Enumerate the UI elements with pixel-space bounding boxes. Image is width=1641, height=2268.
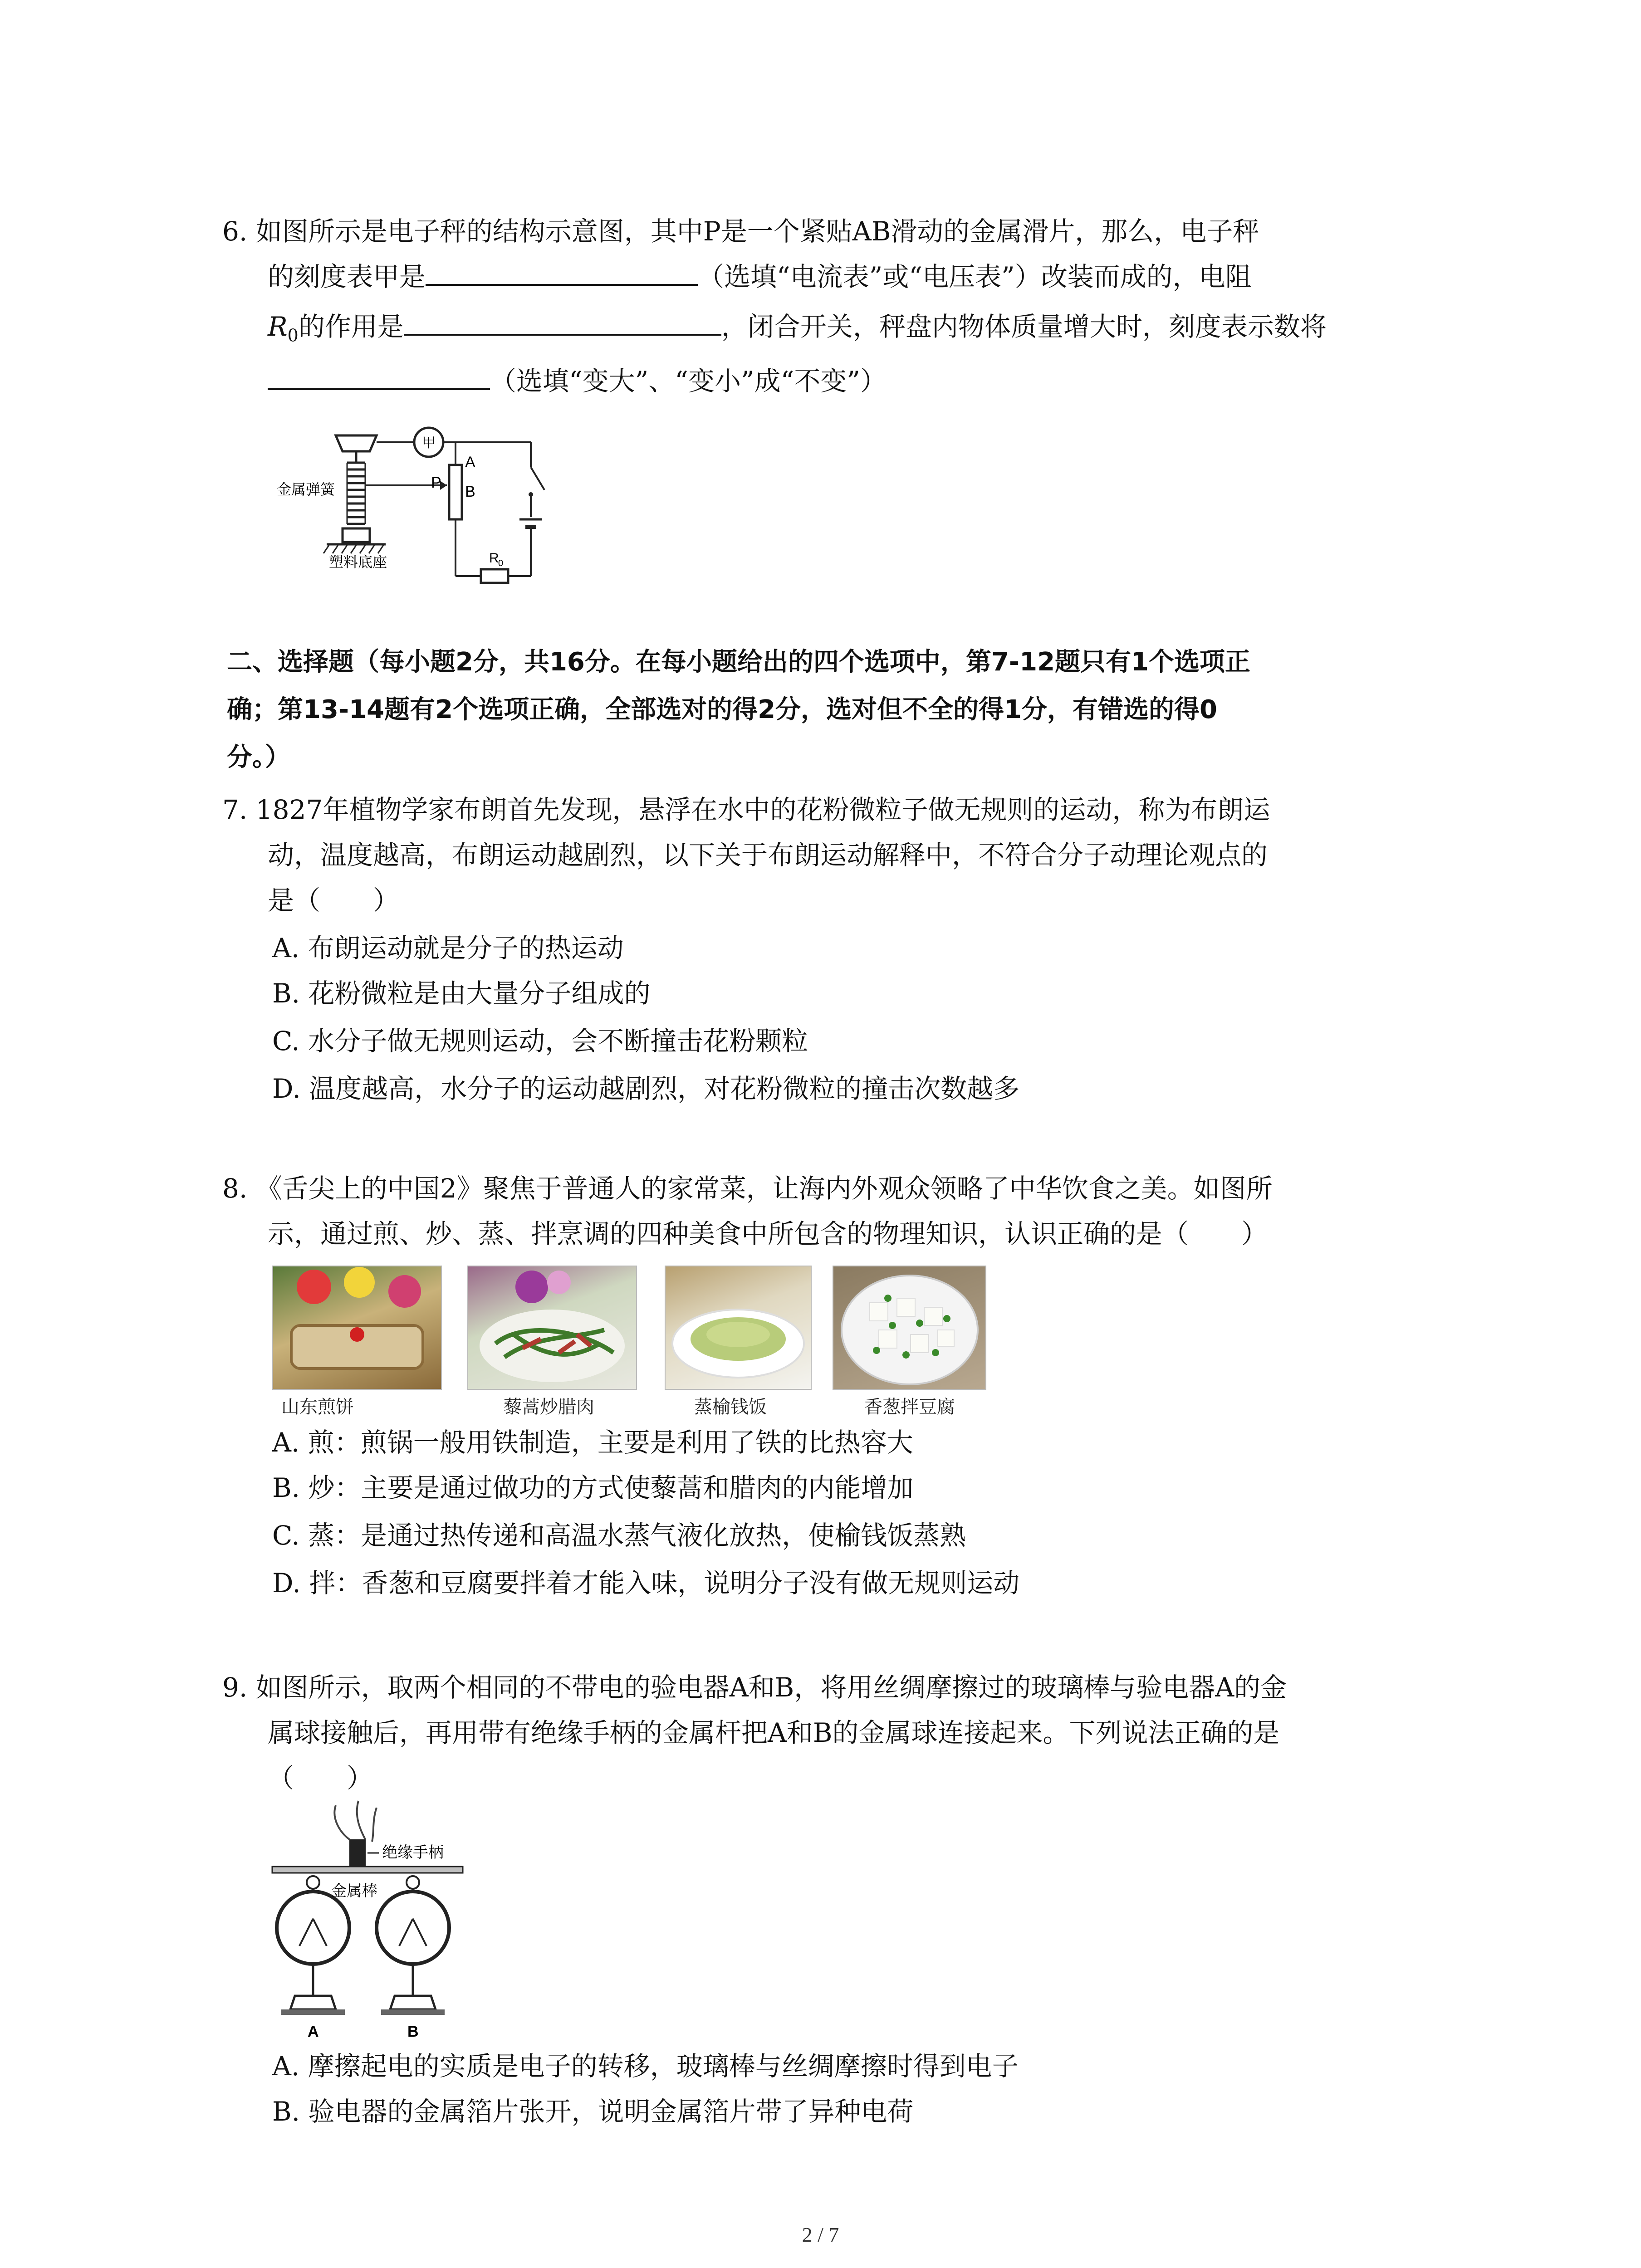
label-electroscope-a: A <box>308 2023 319 2040</box>
q6-line-2-text-b: （选填“电流表”或“电压表”）改装而成的，电阻 <box>698 261 1252 292</box>
q6-line-3-text-b: 的作用是 <box>298 311 404 342</box>
label-electroscope-b: B <box>407 2023 419 2040</box>
section-2-header-line-2: 确；第13-14题有2个选项正确，全部选对的得2分，选对但不全的得1分，有错选的得0 <box>227 695 1217 724</box>
caption-scallion-tofu: 香葱拌豆腐 <box>864 1397 955 1418</box>
q6-line-1: 6. 如图所示是电子秤的结构示意图，其中P是一个紧贴AB滑动的金属滑片，那么，电子秤 <box>222 216 1259 247</box>
q8-option-c[interactable]: C. 蒸：是通过热传递和高温水蒸气液化放热，使榆钱饭蒸熟 <box>272 1520 966 1551</box>
q9-option-a[interactable]: A. 摩擦起电的实质是电子的转移，玻璃棒与丝绸摩擦时得到电子 <box>272 2051 1019 2082</box>
q7-option-c[interactable]: C. 水分子做无规则运动，会不断撞击花粉颗粒 <box>272 1026 808 1056</box>
section-2-header-line-1: 二、选择题（每小题2分，共16分。在每小题给出的四个选项中，第7-12题只有1个选项正 <box>227 647 1250 677</box>
q9-line-3: （ ） <box>268 1763 373 1794</box>
section-2-header-line-3: 分。） <box>227 743 290 772</box>
electronic-scale-diagram <box>268 422 594 585</box>
caption-shandong-pancake: 山东煎饼 <box>281 1397 354 1418</box>
q9-option-b[interactable]: B. 验电器的金属箔片张开，说明金属箔片带了异种电荷 <box>272 2096 914 2127</box>
answer-blank-2[interactable] <box>404 310 721 336</box>
answer-blank-1[interactable] <box>426 260 698 286</box>
photo-artemisia-bacon <box>467 1266 637 1390</box>
q6-line-3 <box>268 308 1327 354</box>
q7-option-d[interactable]: D. 温度越高，水分子的运动越剧烈，对花粉微粒的撞击次数越多 <box>272 1073 1020 1104</box>
label-p: P <box>431 474 441 491</box>
r0-symbol: R <box>268 311 288 342</box>
q6-line-2-text-a: 的刻度表甲是 <box>268 261 426 292</box>
q7-line-3: 是（ ） <box>268 885 400 916</box>
q9-line-1: 9. 如图所示，取两个相同的不带电的验电器A和B，将用丝绸摩擦过的玻璃棒与验电器A的金 <box>222 1672 1287 1703</box>
electroscope-diagram <box>263 1796 517 2050</box>
q8-line-1: 8. 《舌尖上的中国2》聚焦于普通人的家常菜，让海内外观众领略了中华饮食之美。如图所 <box>222 1173 1273 1204</box>
label-r0-sub: 0 <box>498 558 504 568</box>
label-a: A <box>465 454 475 471</box>
label-insulated-handle: 绝缘手柄 <box>382 1843 444 1862</box>
label-r0: R <box>489 551 499 566</box>
label-b: B <box>465 483 475 500</box>
q6-line-2 <box>268 259 1252 295</box>
r0-subscript: 0 <box>287 325 299 346</box>
q6-line-4 <box>268 363 887 399</box>
label-metal-rod: 金属棒 <box>331 1882 377 1900</box>
q7-line-1: 7. 1827年植物学家布朗首先发现，悬浮在水中的花粉微粒子做无规则的运动，称为布朗运 <box>222 794 1270 825</box>
q9-line-2: 属球接触后，再用带有绝缘手柄的金属杆把A和B的金属球连接起来。下列说法正确的是 <box>268 1717 1280 1748</box>
meter-label: 甲 <box>422 435 436 451</box>
q6-line-4-text: （选填“变大”、“变小”成“不变”） <box>490 366 887 396</box>
label-base: 塑料底座 <box>329 553 387 571</box>
page-number: 2 / 7 <box>802 2223 839 2246</box>
label-spring: 金属弹簧 <box>277 481 335 498</box>
caption-steamed-elm-rice: 蒸榆钱饭 <box>694 1397 767 1418</box>
caption-artemisia-bacon: 藜蒿炒腊肉 <box>504 1397 594 1418</box>
q8-line-2: 示，通过煎、炒、蒸、拌烹调的四种美食中所包含的物理知识，认识正确的是（ ） <box>268 1218 1268 1249</box>
answer-blank-3[interactable] <box>268 365 490 390</box>
photo-steamed-elm-rice <box>665 1266 812 1390</box>
q8-option-b[interactable]: B. 炒：主要是通过做功的方式使藜蒿和腊肉的内能增加 <box>272 1472 914 1503</box>
q8-option-d[interactable]: D. 拌：香葱和豆腐要拌着才能入味，说明分子没有做无规则运动 <box>272 1568 1020 1598</box>
q7-option-a[interactable]: A. 布朗运动就是分子的热运动 <box>272 933 624 963</box>
q6-line-3-text-c: ，闭合开关，秤盘内物体质量增大时，刻度表示数将 <box>721 311 1327 342</box>
q7-line-2: 动，温度越高，布朗运动越剧烈，以下关于布朗运动解释中，不符合分子动理论观点的 <box>268 840 1268 870</box>
photo-shandong-pancake <box>272 1266 442 1390</box>
q8-option-a[interactable]: A. 煎：煎锅一般用铁制造，主要是利用了铁的比热容大 <box>272 1427 913 1458</box>
photo-scallion-tofu <box>833 1266 986 1390</box>
q7-option-b[interactable]: B. 花粉微粒是由大量分子组成的 <box>272 978 651 1009</box>
